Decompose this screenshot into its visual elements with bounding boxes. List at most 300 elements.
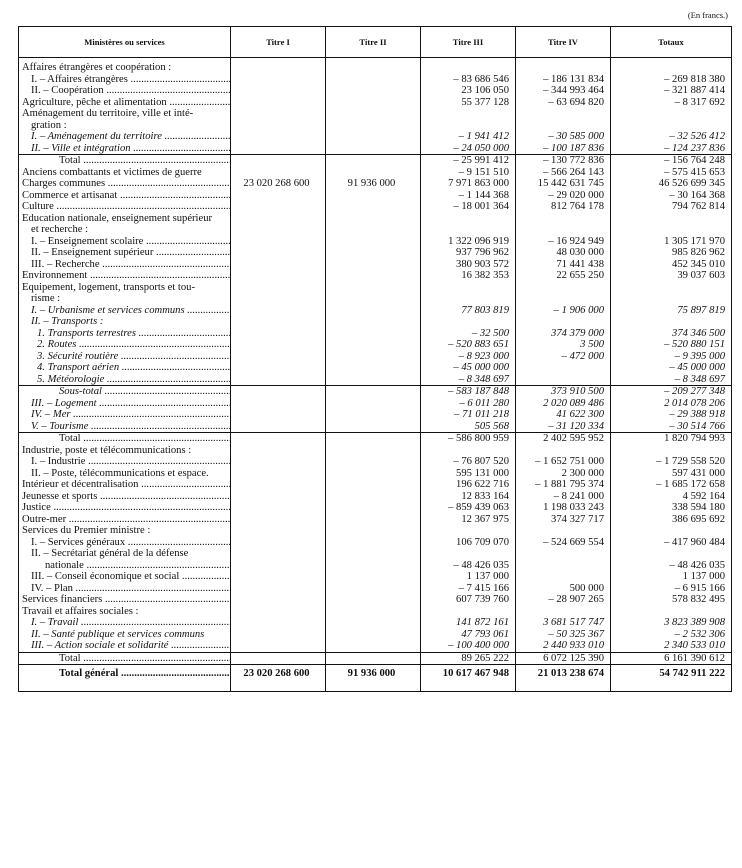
cell-titre-3: 1 137 000 xyxy=(421,571,516,583)
cell-titre-1 xyxy=(231,398,326,410)
row-label: Jeunesse et sports ..... xyxy=(19,491,231,503)
table-row xyxy=(19,594,732,606)
row-label: 3. Sécurité routière ..... xyxy=(19,351,231,363)
cell-titre-4: – 1 881 795 374 xyxy=(516,479,611,491)
cell-titre-4: 3 681 517 747 xyxy=(516,617,611,629)
cell-titre-4: 374 327 717 xyxy=(516,514,611,526)
cell-titre-4: – 63 694 820 xyxy=(516,97,611,109)
cell-titre-1 xyxy=(231,155,326,167)
cell-titre-2 xyxy=(326,640,421,652)
cell-titre-1 xyxy=(231,629,326,641)
cell-totaux: – 1 685 172 658 xyxy=(611,479,732,491)
cell-totaux: – 575 415 653 xyxy=(611,167,732,179)
cell-titre-4: 22 655 250 xyxy=(516,270,611,282)
cell-titre-1 xyxy=(231,259,326,271)
cell-titre-2 xyxy=(326,201,421,213)
grand-total-label: Total général ..... xyxy=(19,665,231,692)
cell-titre-3: – 100 400 000 xyxy=(421,640,516,652)
cell-totaux: 75 897 819 xyxy=(611,305,732,317)
table-row xyxy=(19,617,732,629)
row-label: I. – Industrie ..... xyxy=(19,456,231,468)
cell-titre-4: – 100 187 836 xyxy=(516,143,611,155)
cell-titre-4: – 130 772 836 xyxy=(516,155,611,167)
table-row xyxy=(19,131,732,143)
cell-titre-1 xyxy=(231,108,326,120)
table-row xyxy=(19,514,732,526)
cell-titre-4: 2 300 000 xyxy=(516,468,611,480)
cell-titre-4: 500 000 xyxy=(516,583,611,595)
cell-titre-2 xyxy=(326,131,421,143)
cell-totaux: 4 592 164 xyxy=(611,491,732,503)
cell-titre-2 xyxy=(326,456,421,468)
table-row xyxy=(19,58,732,74)
cell-totaux: – 48 426 035 xyxy=(611,560,732,572)
cell-titre-3: – 24 050 000 xyxy=(421,143,516,155)
cell-titre-1 xyxy=(231,270,326,282)
cell-titre-4: 2 020 089 486 xyxy=(516,398,611,410)
table-row xyxy=(19,479,732,491)
cell-totaux: 374 346 500 xyxy=(611,328,732,340)
cell-totaux xyxy=(611,445,732,457)
cell-titre-2 xyxy=(326,398,421,410)
cell-titre-2: 91 936 000 xyxy=(326,178,421,190)
grand-total-titre-2: 91 936 000 xyxy=(326,665,421,692)
cell-titre-2 xyxy=(326,305,421,317)
row-label: gration : xyxy=(19,120,231,132)
table-row xyxy=(19,201,732,213)
cell-titre-2 xyxy=(326,629,421,641)
row-label: Equipement, logement, transports et tou- xyxy=(19,282,231,294)
row-label: Aménagement du territoire, ville et inté- xyxy=(19,108,231,120)
row-label: Total ..... xyxy=(19,155,231,167)
cell-titre-4: – 524 669 554 xyxy=(516,537,611,549)
cell-titre-2 xyxy=(326,514,421,526)
cell-totaux: 3 823 389 908 xyxy=(611,617,732,629)
cell-titre-3: – 48 426 035 xyxy=(421,560,516,572)
table-row xyxy=(19,629,732,641)
cell-titre-3: 505 568 xyxy=(421,421,516,433)
cell-titre-3: – 7 415 166 xyxy=(421,583,516,595)
cell-titre-1 xyxy=(231,328,326,340)
row-label: Charges communes ..... xyxy=(19,178,231,190)
cell-totaux: – 520 880 151 xyxy=(611,339,732,351)
subtotal-row xyxy=(19,155,732,167)
cell-titre-3: 47 793 061 xyxy=(421,629,516,641)
cell-titre-4 xyxy=(516,58,611,74)
cell-titre-1 xyxy=(231,479,326,491)
row-label: Total ..... xyxy=(19,433,231,445)
cell-titre-1 xyxy=(231,617,326,629)
cell-totaux: 6 161 390 612 xyxy=(611,652,732,665)
cell-titre-3: – 9 151 510 xyxy=(421,167,516,179)
cell-titre-4: – 50 325 367 xyxy=(516,629,611,641)
cell-titre-1 xyxy=(231,386,326,398)
cell-totaux xyxy=(611,108,732,120)
cell-titre-2 xyxy=(326,479,421,491)
row-label: Outre-mer ..... xyxy=(19,514,231,526)
row-label: IV. – Mer ..... xyxy=(19,409,231,421)
cell-totaux: 452 345 010 xyxy=(611,259,732,271)
column-header-titre-1: Titre I xyxy=(231,27,326,58)
cell-titre-1 xyxy=(231,293,326,305)
cell-titre-4 xyxy=(516,445,611,457)
cell-titre-3: 16 382 353 xyxy=(421,270,516,282)
subtotal-row xyxy=(19,433,732,445)
cell-titre-2 xyxy=(326,224,421,236)
cell-titre-2 xyxy=(326,282,421,294)
table-row xyxy=(19,328,732,340)
row-label: Environnement ..... xyxy=(19,270,231,282)
grand-total-titre-4: 21 013 238 674 xyxy=(516,665,611,692)
cell-titre-1 xyxy=(231,594,326,606)
cell-titre-1 xyxy=(231,213,326,225)
table-row xyxy=(19,491,732,503)
cell-titre-4: 2 402 595 952 xyxy=(516,433,611,445)
cell-titre-4 xyxy=(516,108,611,120)
cell-titre-1 xyxy=(231,143,326,155)
cell-titre-2 xyxy=(326,167,421,179)
table-row xyxy=(19,282,732,294)
cell-titre-4: – 31 120 334 xyxy=(516,421,611,433)
cell-titre-2 xyxy=(326,409,421,421)
row-label: Travail et affaires sociales : xyxy=(19,606,231,618)
cell-totaux xyxy=(611,282,732,294)
cell-titre-3 xyxy=(421,525,516,537)
cell-totaux: – 156 764 248 xyxy=(611,155,732,167)
row-label: Total ..... xyxy=(19,652,231,665)
row-label: Intérieur et décentralisation ..... xyxy=(19,479,231,491)
column-header-titre-2: Titre II xyxy=(326,27,421,58)
cell-titre-3: 23 106 050 xyxy=(421,85,516,97)
cell-totaux: – 6 915 166 xyxy=(611,583,732,595)
cell-titre-1 xyxy=(231,421,326,433)
row-label: III. – Action sociale et solidarité ..... xyxy=(19,640,231,652)
grand-total-titre-3: 10 617 467 948 xyxy=(421,665,516,692)
cell-totaux: – 1 729 558 520 xyxy=(611,456,732,468)
cell-titre-2 xyxy=(326,571,421,583)
row-label: I. – Enseignement scolaire ..... xyxy=(19,236,231,248)
cell-titre-4 xyxy=(516,548,611,560)
cell-titre-2 xyxy=(326,58,421,74)
cell-titre-1 xyxy=(231,514,326,526)
table-row xyxy=(19,74,732,86)
cell-titre-1 xyxy=(231,316,326,328)
cell-titre-1 xyxy=(231,537,326,549)
row-label: et recherche : xyxy=(19,224,231,236)
row-label: nationale ..... xyxy=(19,560,231,572)
cell-totaux xyxy=(611,224,732,236)
cell-titre-4 xyxy=(516,224,611,236)
cell-titre-4: – 1 652 751 000 xyxy=(516,456,611,468)
cell-totaux xyxy=(611,525,732,537)
cell-titre-3: 12 367 975 xyxy=(421,514,516,526)
cell-titre-3: – 586 800 959 xyxy=(421,433,516,445)
table-row xyxy=(19,178,732,190)
cell-titre-3: 937 796 962 xyxy=(421,247,516,259)
row-label: Education nationale, enseignement supérieur xyxy=(19,213,231,225)
cell-titre-3: – 18 001 364 xyxy=(421,201,516,213)
table-row xyxy=(19,85,732,97)
cell-titre-3: 141 872 161 xyxy=(421,617,516,629)
row-label: Culture ..... xyxy=(19,201,231,213)
cell-totaux xyxy=(611,213,732,225)
cell-titre-2 xyxy=(326,525,421,537)
cell-totaux xyxy=(611,548,732,560)
cell-titre-1 xyxy=(231,131,326,143)
cell-titre-1 xyxy=(231,247,326,259)
cell-titre-1 xyxy=(231,58,326,74)
budget-table xyxy=(18,26,732,692)
cell-titre-2 xyxy=(326,548,421,560)
column-header-titre-3: Titre III xyxy=(421,27,516,58)
cell-titre-1 xyxy=(231,640,326,652)
cell-titre-2 xyxy=(326,652,421,665)
table-row xyxy=(19,143,732,155)
cell-titre-1 xyxy=(231,305,326,317)
row-label: risme : xyxy=(19,293,231,305)
table-row xyxy=(19,502,732,514)
cell-totaux: – 124 237 836 xyxy=(611,143,732,155)
cell-titre-3: – 32 500 xyxy=(421,328,516,340)
cell-titre-3: – 6 011 280 xyxy=(421,398,516,410)
cell-titre-3 xyxy=(421,282,516,294)
cell-totaux xyxy=(611,316,732,328)
cell-titre-4 xyxy=(516,120,611,132)
cell-titre-1 xyxy=(231,120,326,132)
cell-titre-3 xyxy=(421,316,516,328)
cell-titre-2 xyxy=(326,560,421,572)
cell-titre-1 xyxy=(231,97,326,109)
cell-titre-4: – 344 993 464 xyxy=(516,85,611,97)
cell-totaux: – 417 960 484 xyxy=(611,537,732,549)
table-row xyxy=(19,305,732,317)
cell-totaux: 39 037 603 xyxy=(611,270,732,282)
row-label: II. – Santé publique et services communs xyxy=(19,629,231,641)
cell-titre-3: 380 903 572 xyxy=(421,259,516,271)
cell-titre-2 xyxy=(326,190,421,202)
cell-titre-3 xyxy=(421,548,516,560)
cell-titre-3 xyxy=(421,224,516,236)
row-label: Anciens combattants et victimes de guerre xyxy=(19,167,231,179)
cell-titre-4: 3 500 xyxy=(516,339,611,351)
cell-titre-4 xyxy=(516,293,611,305)
table-row xyxy=(19,108,732,120)
table-row xyxy=(19,190,732,202)
cell-titre-1 xyxy=(231,74,326,86)
cell-totaux: 1 305 171 970 xyxy=(611,236,732,248)
cell-titre-4: – 186 131 834 xyxy=(516,74,611,86)
cell-titre-4 xyxy=(516,571,611,583)
table-row xyxy=(19,560,732,572)
table-row xyxy=(19,548,732,560)
cell-titre-1 xyxy=(231,374,326,386)
cell-titre-2 xyxy=(326,491,421,503)
table-row xyxy=(19,351,732,363)
cell-titre-4: 2 440 933 010 xyxy=(516,640,611,652)
cell-titre-4 xyxy=(516,213,611,225)
cell-titre-3 xyxy=(421,108,516,120)
cell-titre-3: – 520 883 651 xyxy=(421,339,516,351)
row-label: II. – Coopération ..... xyxy=(19,85,231,97)
cell-titre-3: 1 322 096 919 xyxy=(421,236,516,248)
table-row xyxy=(19,293,732,305)
cell-titre-3: 196 622 716 xyxy=(421,479,516,491)
cell-titre-4: 71 441 438 xyxy=(516,259,611,271)
table-row xyxy=(19,398,732,410)
table-row xyxy=(19,236,732,248)
cell-totaux: – 32 526 412 xyxy=(611,131,732,143)
cell-totaux: 46 526 699 345 xyxy=(611,178,732,190)
table-row xyxy=(19,374,732,386)
cell-titre-1 xyxy=(231,652,326,665)
cell-totaux: 597 431 000 xyxy=(611,468,732,480)
grand-total-totaux: 54 742 911 222 xyxy=(611,665,732,692)
cell-totaux xyxy=(611,293,732,305)
cell-titre-4: – 472 000 xyxy=(516,351,611,363)
cell-titre-2 xyxy=(326,433,421,445)
subtotal-row xyxy=(19,652,732,665)
subtotal-row xyxy=(19,386,732,398)
cell-titre-3: – 1 144 368 xyxy=(421,190,516,202)
cell-titre-3: 89 265 222 xyxy=(421,652,516,665)
cell-titre-2 xyxy=(326,445,421,457)
cell-totaux xyxy=(611,58,732,74)
cell-titre-1 xyxy=(231,339,326,351)
table-row xyxy=(19,339,732,351)
cell-titre-3: 106 709 070 xyxy=(421,537,516,549)
row-label: III. – Conseil économique et social ..... xyxy=(19,571,231,583)
cell-titre-2 xyxy=(326,594,421,606)
cell-titre-4: – 8 241 000 xyxy=(516,491,611,503)
cell-titre-1 xyxy=(231,224,326,236)
cell-titre-4 xyxy=(516,362,611,374)
cell-titre-3: – 8 923 000 xyxy=(421,351,516,363)
grand-total-row xyxy=(19,665,732,692)
row-label: 2. Routes ..... xyxy=(19,339,231,351)
cell-titre-2 xyxy=(326,606,421,618)
table-row xyxy=(19,571,732,583)
cell-titre-3: – 71 011 218 xyxy=(421,409,516,421)
row-label: Agriculture, pêche et alimentation ..... xyxy=(19,97,231,109)
cell-totaux: 578 832 495 xyxy=(611,594,732,606)
cell-totaux xyxy=(611,606,732,618)
cell-titre-1 xyxy=(231,560,326,572)
cell-titre-1 xyxy=(231,525,326,537)
table-row xyxy=(19,640,732,652)
cell-titre-4: 374 379 000 xyxy=(516,328,611,340)
cell-titre-3 xyxy=(421,445,516,457)
cell-titre-4: 1 198 033 243 xyxy=(516,502,611,514)
row-label: III. – Recherche ..... xyxy=(19,259,231,271)
row-label: V. – Tourisme ..... xyxy=(19,421,231,433)
cell-titre-2 xyxy=(326,617,421,629)
cell-titre-2 xyxy=(326,108,421,120)
cell-titre-2 xyxy=(326,362,421,374)
cell-titre-3: 7 971 863 000 xyxy=(421,178,516,190)
cell-totaux: – 321 887 414 xyxy=(611,85,732,97)
cell-titre-2 xyxy=(326,213,421,225)
cell-totaux: 338 594 180 xyxy=(611,502,732,514)
row-label: I. – Urbanisme et services communs ..... xyxy=(19,305,231,317)
cell-titre-4: 373 910 500 xyxy=(516,386,611,398)
table-row xyxy=(19,606,732,618)
table-row xyxy=(19,362,732,374)
cell-titre-1 xyxy=(231,571,326,583)
row-label: Commerce et artisanat ..... xyxy=(19,190,231,202)
cell-titre-3 xyxy=(421,58,516,74)
cell-titre-1 xyxy=(231,85,326,97)
cell-titre-4: – 1 906 000 xyxy=(516,305,611,317)
cell-titre-4: – 29 020 000 xyxy=(516,190,611,202)
table-row xyxy=(19,167,732,179)
cell-titre-2 xyxy=(326,537,421,549)
cell-titre-2 xyxy=(326,293,421,305)
cell-totaux: – 269 818 380 xyxy=(611,74,732,86)
row-label: II. – Ville et intégration ..... xyxy=(19,143,231,155)
row-label: I. – Travail ..... xyxy=(19,617,231,629)
cell-titre-3: 12 833 164 xyxy=(421,491,516,503)
cell-titre-1 xyxy=(231,282,326,294)
cell-titre-1 xyxy=(231,201,326,213)
row-label: Justice ..... xyxy=(19,502,231,514)
cell-titre-2 xyxy=(326,316,421,328)
cell-titre-1 xyxy=(231,190,326,202)
table-row xyxy=(19,468,732,480)
cell-titre-4: – 16 924 949 xyxy=(516,236,611,248)
cell-totaux: 1 820 794 993 xyxy=(611,433,732,445)
cell-titre-2 xyxy=(326,339,421,351)
cell-titre-1 xyxy=(231,491,326,503)
cell-totaux: 2 014 078 206 xyxy=(611,398,732,410)
cell-titre-3: – 45 000 000 xyxy=(421,362,516,374)
cell-titre-2 xyxy=(326,270,421,282)
cell-titre-1 xyxy=(231,583,326,595)
cell-totaux: – 29 388 918 xyxy=(611,409,732,421)
cell-totaux: – 30 164 368 xyxy=(611,190,732,202)
cell-titre-1 xyxy=(231,236,326,248)
cell-titre-4: – 30 585 000 xyxy=(516,131,611,143)
cell-titre-3: – 583 187 848 xyxy=(421,386,516,398)
cell-titre-3: 595 131 000 xyxy=(421,468,516,480)
table-row xyxy=(19,270,732,282)
cell-totaux: – 8 348 697 xyxy=(611,374,732,386)
cell-titre-2 xyxy=(326,155,421,167)
table-row xyxy=(19,445,732,457)
cell-totaux: – 45 000 000 xyxy=(611,362,732,374)
cell-titre-3: 55 377 128 xyxy=(421,97,516,109)
row-label: II. – Secrétariat général de la défense xyxy=(19,548,231,560)
row-label: Industrie, poste et télécommunications : xyxy=(19,445,231,457)
row-label: Affaires étrangères et coopération : xyxy=(19,58,231,74)
row-label: III. – Logement ..... xyxy=(19,398,231,410)
cell-titre-3: – 76 807 520 xyxy=(421,456,516,468)
cell-titre-2 xyxy=(326,120,421,132)
cell-titre-1 xyxy=(231,362,326,374)
cell-titre-4 xyxy=(516,560,611,572)
cell-titre-2 xyxy=(326,97,421,109)
cell-titre-3 xyxy=(421,293,516,305)
cell-titre-1 xyxy=(231,548,326,560)
table-row xyxy=(19,409,732,421)
row-label: 4. Transport aérien ..... xyxy=(19,362,231,374)
cell-titre-1 xyxy=(231,167,326,179)
table-row xyxy=(19,537,732,549)
table-row xyxy=(19,583,732,595)
cell-totaux: – 2 532 306 xyxy=(611,629,732,641)
cell-titre-2 xyxy=(326,143,421,155)
table-row xyxy=(19,120,732,132)
cell-titre-2 xyxy=(326,85,421,97)
